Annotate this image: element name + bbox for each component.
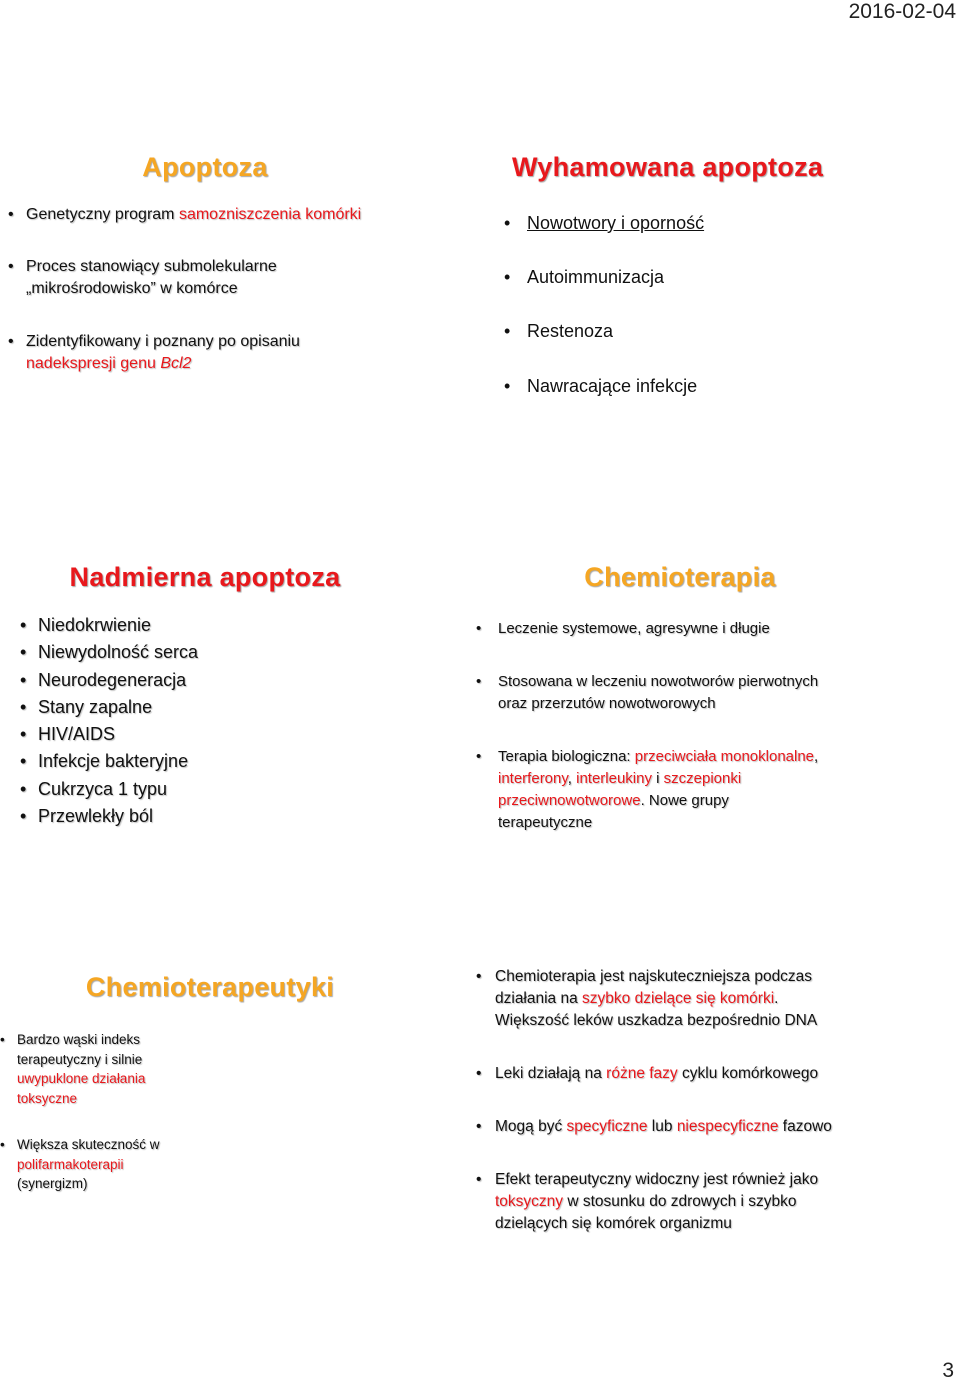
- slide-chemioterapia: [470, 550, 960, 850]
- slide-title: Nadmierna apoptoza: [69, 562, 341, 592]
- list-item: • Cukrzyca 1 typu: [20, 776, 400, 803]
- list-item: • Stosowana w leczeniu nowotworów pierwotnych oraz przerzutów nowotworowych: [476, 671, 956, 715]
- list-item: • Niedokrwienie: [20, 612, 400, 639]
- slide-nadmierna-apoptoza: [0, 550, 410, 840]
- list-item: • Zidentyfikowany i poznany po opisaniu nadekspresji genu Bcl2: [8, 331, 408, 375]
- bullet-list: [8, 204, 408, 375]
- list-item: • Autoimmunizacja: [504, 266, 944, 288]
- list-item: • Neurodegeneracja: [20, 667, 400, 694]
- slide-chemioterapeutyki: [0, 960, 420, 1210]
- bullet-list: [20, 612, 400, 830]
- page-date: 2016-02-04: [848, 0, 956, 23]
- list-item: • HIV/AIDS: [20, 721, 400, 748]
- page-number: 3: [942, 1359, 954, 1382]
- list-item: • Efekt terapeutyczny widoczny jest również jako toksyczny w stosunku do zdrowych i szybko dzielących się komórek organizmu: [476, 1169, 956, 1235]
- list-item: • Leczenie systemowe, agresywne i długie: [476, 618, 956, 640]
- bullet-list: [0, 1030, 200, 1194]
- slide-wyhamowana-apoptoza: [490, 140, 960, 410]
- list-item: • Genetyczny program samozniszczenia komórki: [8, 204, 408, 226]
- bullet-list: [476, 966, 956, 1235]
- list-item: • Mogą być specyficzne lub niespecyficzne fazowo: [476, 1116, 956, 1138]
- slide-title: Chemioterapeutyki: [85, 972, 335, 1002]
- list-item: • Stany zapalne: [20, 694, 400, 721]
- list-item: • Nawracające infekcje: [504, 375, 944, 397]
- list-item: • Niewydolność serca: [20, 639, 400, 666]
- list-item: • Restenoza: [504, 320, 944, 342]
- slide-title: Apoptoza: [142, 152, 268, 182]
- list-item: • Proces stanowiący submolekularne „mikrośrodowisko” w komórce: [8, 256, 408, 300]
- slide-chemioterapia-details: [474, 960, 960, 1250]
- list-item: • Bardzo wąski indeks terapeutyczny i silnie uwypuklone działania toksyczne: [0, 1030, 200, 1108]
- list-item: • Większa skuteczność w polifarmakoterapii (synergizm): [0, 1135, 200, 1194]
- list-item: • Terapia biologiczna: przeciwciała monoklonalne, interferony, interleukiny i szczepionki przeciwnowotworowe. Nowe grupy terapeutyczne: [476, 746, 956, 834]
- list-item: • Nowotwory i oporność: [504, 212, 944, 234]
- bullet-list: [504, 212, 944, 397]
- slide-apoptoza: [0, 140, 410, 400]
- list-item: • Leki działają na różne fazy cyklu komórkowego: [476, 1063, 956, 1085]
- list-item: • Infekcje bakteryjne: [20, 748, 400, 775]
- list-item: • Chemioterapia jest najskuteczniejsza podczas działania na szybko dzielące się komórki. Większość leków uszkadza bezpośrednio DNA: [476, 966, 956, 1032]
- bullet-list: [476, 618, 956, 834]
- list-item: • Przewlekły ból: [20, 803, 400, 830]
- slide-title: Chemioterapia: [584, 562, 776, 592]
- slide-title: Wyhamowana apoptoza: [512, 152, 824, 182]
